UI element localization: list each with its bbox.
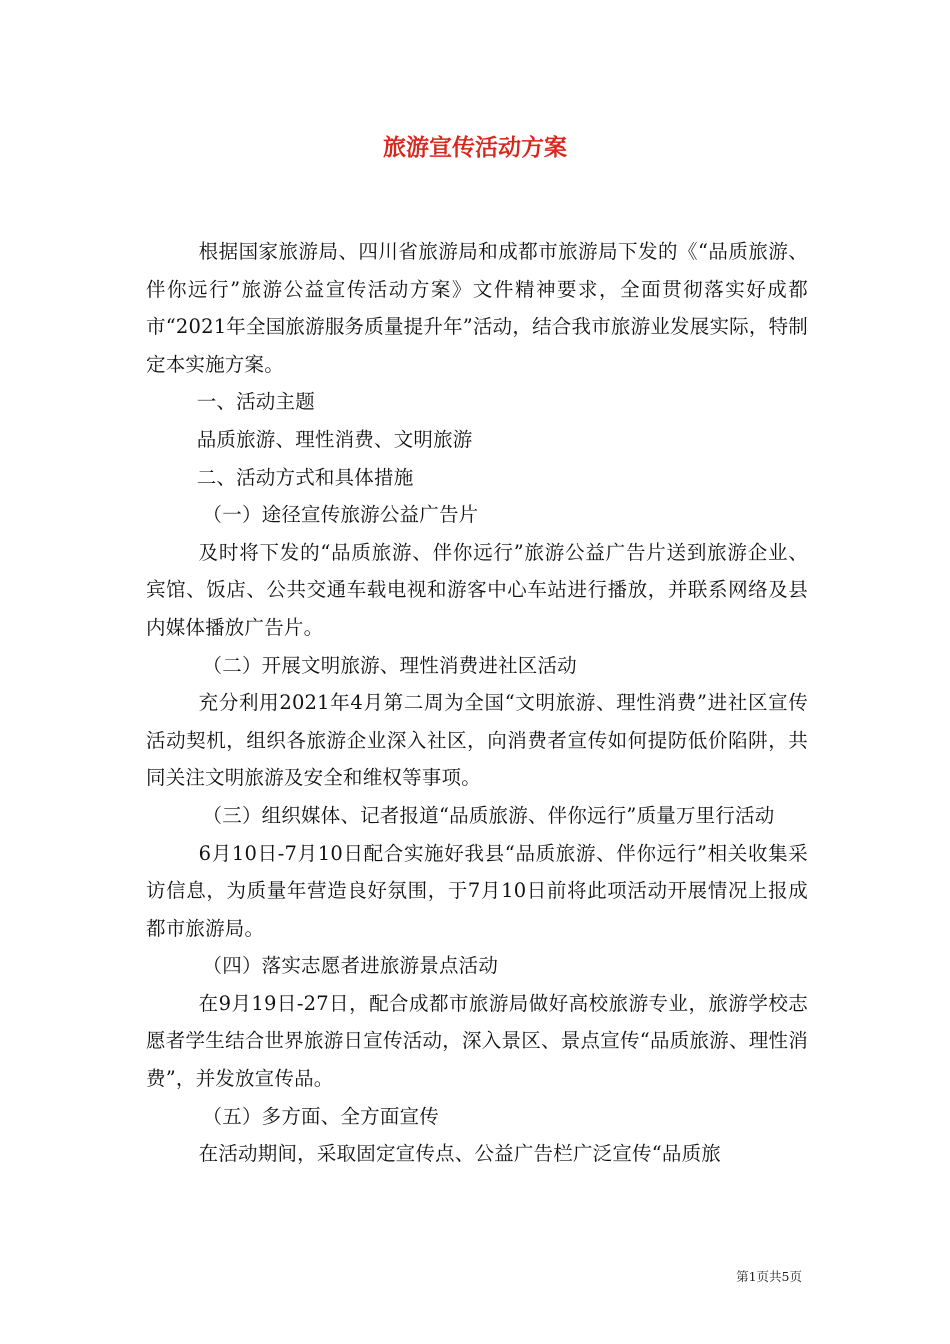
subsection-heading-5: （五）多方面、全方面宣传 <box>202 1104 439 1128</box>
theme-text: 品质旅游、理性消费、文明旅游 <box>196 427 473 451</box>
section-heading-theme: 一、活动主题 <box>196 390 315 414</box>
paragraph-publicity: 在活动期间，采取固定宣传点、公益广告栏广泛宣传“品质旅 <box>198 1142 722 1166</box>
subsection-heading-2: （二）开展文明旅游、理性消费进社区活动 <box>202 653 577 677</box>
page-number: 第1页共5页 <box>736 1269 802 1284</box>
subsection-heading-3: （三）组织媒体、记者报道“品质旅游、伴你远行”质量万里行活动 <box>202 803 775 827</box>
subsection-heading-4: （四）落实志愿者进旅游景点活动 <box>202 954 499 978</box>
intro-paragraph: 根据国家旅游局、四川省旅游局和成都市旅游局下发的《“品质旅游、伴你远行”旅游公益宣传活动方案》文件精神要求，全面贯彻落实好成都市“2021年全国旅游服务质量提升年”活动，结合我市旅游业发展实际，特制定本实施方案。 <box>146 240 808 376</box>
paragraph-media: 6月10日-7月10日配合实施好我县“品质旅游、伴你远行”相关收集采访信息，为质量年营造良好氛围，于7月10日前将此项活动开展情况上报成都市旅游局。 <box>146 841 808 940</box>
section-heading-measures: 二、活动方式和具体措施 <box>196 465 414 489</box>
document-title: 旅游宣传活动方案 <box>383 134 567 161</box>
paragraph-community: 充分利用2021年4月第二周为全国“文明旅游、理性消费”进社区宣传活动契机，组织各旅游企业深入社区，向消费者宣传如何提防低价陷阱，共同关注文明旅游及安全和维权等事项。 <box>146 691 808 790</box>
paragraph-volunteers: 在9月19日-27日，配合成都市旅游局做好高校旅游专业，旅游学校志愿者学生结合世界旅游日宣传活动，深入景区、景点宣传“品质旅游、理性消费”，并发放宣传品。 <box>146 991 808 1091</box>
subsection-heading-1: （一）途径宣传旅游公益广告片 <box>202 503 479 527</box>
paragraph-ads: 及时将下发的“品质旅游、伴你远行”旅游公益广告片送到旅游企业、宾馆、饭店、公共交通车载电视和游客中心车站进行播放，并联系网络及县内媒体播放广告片。 <box>146 540 808 639</box>
document-body <box>146 233 808 1173</box>
